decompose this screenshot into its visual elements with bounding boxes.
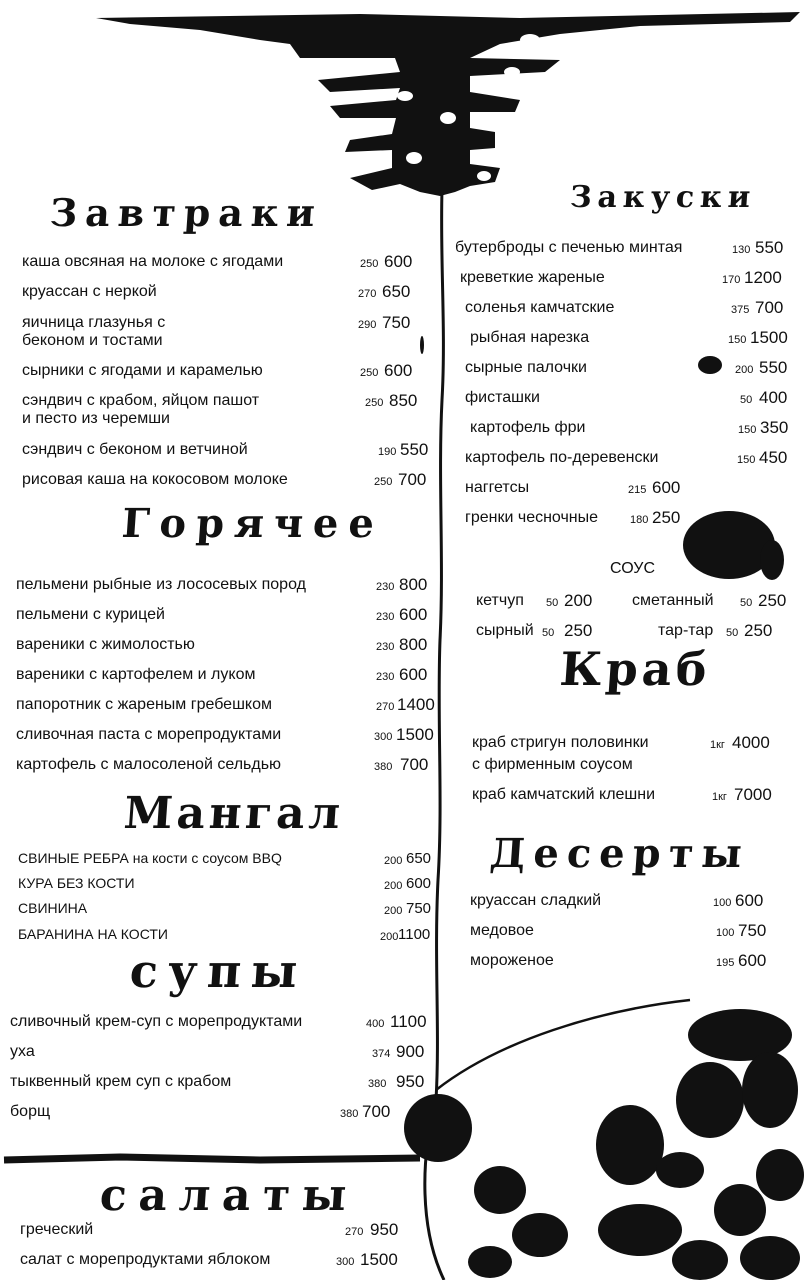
section-title-soups: супы — [128, 944, 310, 998]
section-title-desserts: Десерты — [488, 830, 752, 877]
menu-page: Завтраки каша овсяная на молоке с ягодами 250 600 круассан с неркой 270 650 яичница глазунья с беконом и тостами 290 750 сырники с ягодами и карамелью 250 600 сэндвич с крабом, яйцом пашот и песто из черемши 250 850 сэндвич с беконом и ветчиной 190 550 рисовая каша на кокосовом молоке 250 700 Горячее пельмени рыбные из лососевых пород 230 800 пельмени с курицей 230 600 вареники с жимолостью 230 800 вареники с картофелем и луком 230 600 папоротник с жареным гребешком 270 1400 сливочная паста с морепродуктами 300 1500 картофель с малосоленой сельдью 380 700 Мангал СВИНЫЕ РЕБРА на кости с соусом BBQ 200 650 КУРА БЕЗ КОСТИ 200 600 СВИНИНА 200 750 БАРАНИНА НА КОСТИ 200 1100 супы сливочный крем-суп с морепродуктами 400 1100 уха 374 900 тыквенный крем суп с крабом 380 950 борщ 380 700 салаты греческий 270 950 салат с морепродуктами яблоком 300 1500 Закуски бутерброды с печенью минтая 130 550 креветкие жареные 170 1200 соленья камчатские 375 700 рыбная нарезка 150 1500 сырные палочки 200 550 фисташки 50 400 картофель фри 150 350 картофель по-деревенски 150 450 наггетсы 215 600 гренки чесночные 180 250 СОУС кетчуп 50 200 сметанный 50 250 сырный 50 250 тар-тар 50 250 Краб краб стригун половинки с фирменным соусом 1кг 4000 краб камчатский клешни 1кг 7000 Десерты круассан сладкий 100 600 медовое 100 750 мороженое 195 600 — [0, 0, 807, 1280]
section-title-snacks: Закуски — [568, 180, 758, 215]
section-title-hot: Горячее — [120, 500, 386, 547]
top-ink-blot — [96, 12, 800, 196]
section-title-sauce: СОУС — [610, 560, 656, 577]
section-title-crab: Краб — [558, 642, 713, 696]
vertical-divider — [436, 190, 443, 1100]
section-title-breakfast: Завтраки — [48, 190, 325, 235]
stones-cluster — [468, 1009, 804, 1280]
section-title-salads: салаты — [98, 1170, 361, 1221]
horizontal-divider — [4, 1157, 420, 1160]
section-title-grill: Мангал — [122, 788, 346, 839]
center-ink-blot — [404, 1094, 472, 1162]
